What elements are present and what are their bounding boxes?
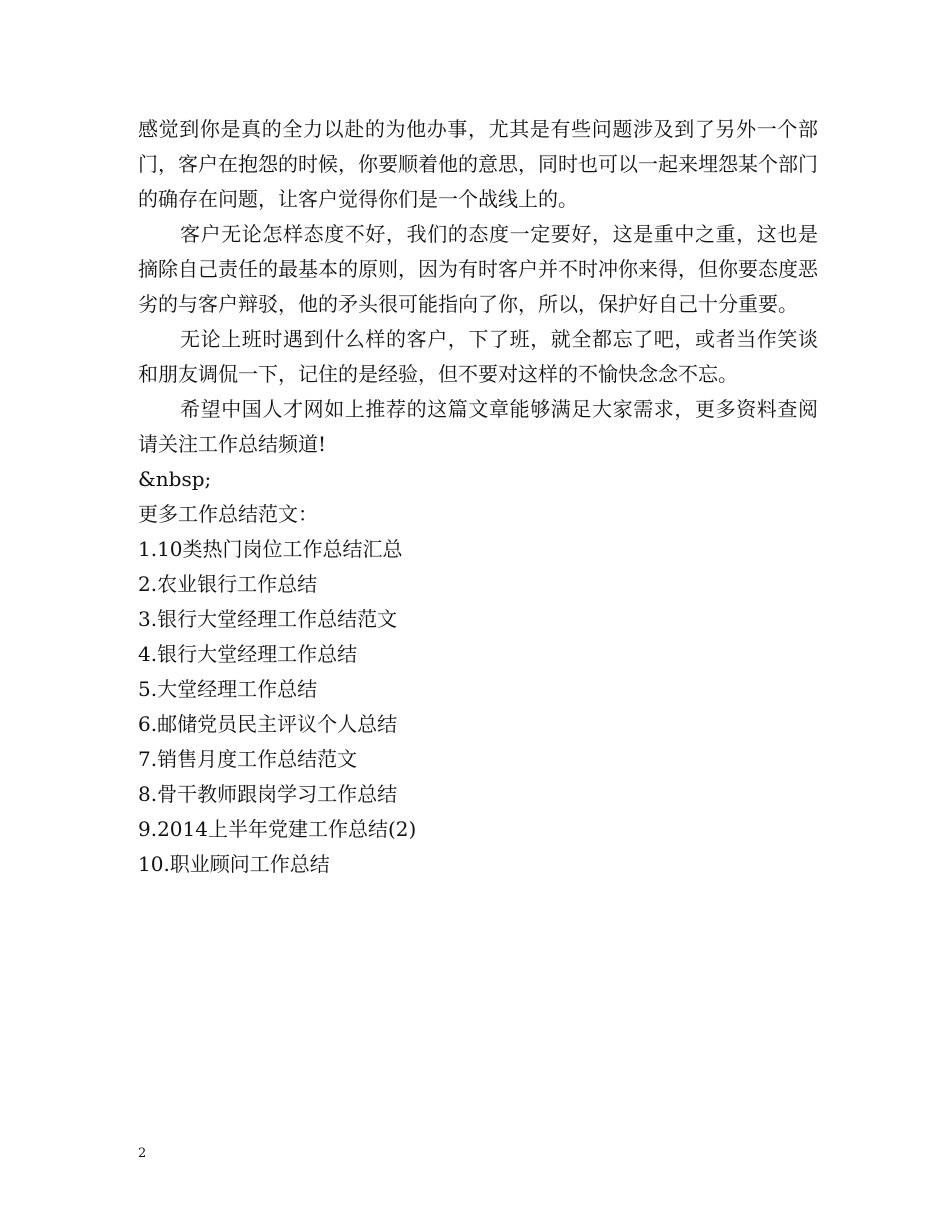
related-article-item[interactable]: 8.骨干教师跟岗学习工作总结 xyxy=(138,782,398,806)
related-article-item[interactable]: 7.销售月度工作总结范文 xyxy=(138,747,358,771)
related-article-item[interactable]: 6.邮储党员民主评议个人总结 xyxy=(138,712,398,736)
related-article-item[interactable]: 3.银行大堂经理工作总结范文 xyxy=(138,607,398,631)
related-article-item[interactable]: 5.大堂经理工作总结 xyxy=(138,677,318,701)
paragraph-recommendation: 希望中国人才网如上推荐的这篇文章能够满足大家需求，更多资料查阅请关注工作总结频道! xyxy=(138,397,818,456)
related-article-item[interactable]: 4.银行大堂经理工作总结 xyxy=(138,642,358,666)
paragraph-after-work: 无论上班时遇到什么样的客户，下了班，就全都忘了吧，或者当作笑谈和朋友调侃一下，记住的是经验，但不要对这样的不愉快念念不忘。 xyxy=(138,327,818,386)
related-article-item[interactable]: 10.职业顾问工作总结 xyxy=(138,852,330,876)
more-articles-heading: 更多工作总结范文： xyxy=(138,502,318,526)
document-body xyxy=(138,112,818,882)
related-article-item[interactable]: 2.农业银行工作总结 xyxy=(138,572,318,596)
nbsp-line: &nbsp; xyxy=(138,467,212,491)
related-article-item[interactable]: 9.2014上半年党建工作总结(2) xyxy=(138,817,417,841)
related-article-item[interactable]: 1.10类热门岗位工作总结汇总 xyxy=(138,537,403,561)
page-number: 2 xyxy=(138,1146,147,1161)
paragraph-continued: 感觉到你是真的全力以赴的为他办事，尤其是有些问题涉及到了另外一个部门，客户在抱怨的时候，你要顺着他的意思，同时也可以一起来埋怨某个部门的确存在问题，让客户觉得你们是一个战线上的。 xyxy=(138,117,818,211)
related-articles-list xyxy=(138,532,818,882)
paragraph-attitude: 客户无论怎样态度不好，我们的态度一定要好，这是重中之重，这也是摘除自己责任的最基本的原则，因为有时客户并不时冲你来得，但你要态度恶劣的与客户辩驳，他的矛头很可能指向了你，所以，保护好自己十分重要。 xyxy=(138,222,818,316)
